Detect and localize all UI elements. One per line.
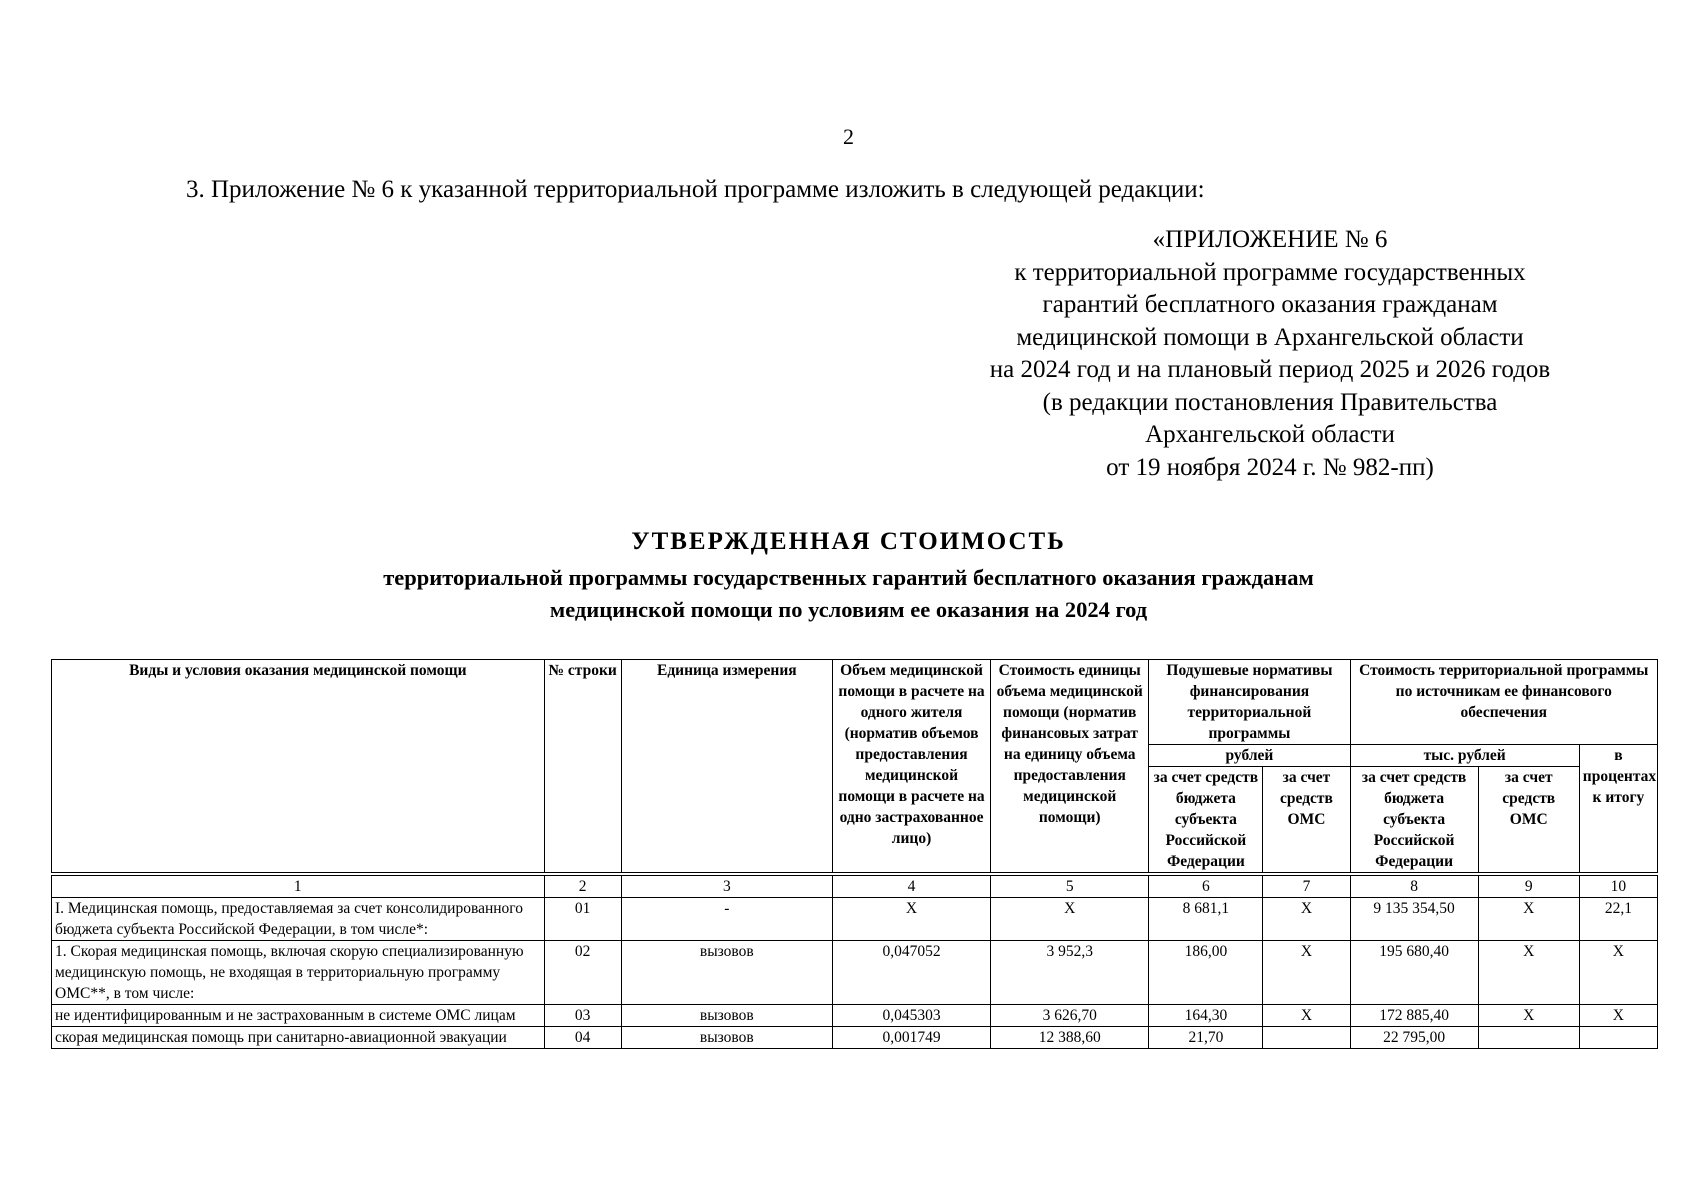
table-row: [52, 941, 1658, 1005]
header-types: Виды и условия оказания медицинской помощи: [52, 660, 545, 875]
appendix-line: (в редакции постановления Правительства: [1042, 388, 1498, 416]
cell-pc-budget: 186,00: [1149, 941, 1263, 1005]
column-number: 5: [991, 874, 1149, 898]
column-number: 10: [1579, 874, 1657, 898]
cell-row-number: 01: [544, 898, 621, 941]
cell-pr-budget: 9 135 354,50: [1350, 898, 1478, 941]
column-number: 7: [1263, 874, 1350, 898]
column-numbers-row: [52, 874, 1658, 898]
header-pr-budget: за счет средств бюджета субъекта Российской Федерации: [1350, 767, 1478, 875]
cell-type: I. Медицинская помощь, предоставляемая за счет консолидированного бюджета субъекта Российской Федерации, в том числе*:: [52, 898, 545, 941]
cell-pr-oms: X: [1478, 898, 1579, 941]
header-thousand-rubles: тыс. рублей: [1350, 745, 1579, 767]
table-row: [52, 1005, 1658, 1027]
cell-volume: 0,047052: [832, 941, 990, 1005]
appendix-line: гарантий бесплатного оказания гражданам: [1042, 291, 1498, 318]
cell-pc-budget: 8 681,1: [1149, 898, 1263, 941]
header-unit: Единица измерения: [621, 660, 832, 875]
appendix-line: Архангельской области: [1145, 421, 1395, 448]
cell-pc-budget: 164,30: [1149, 1005, 1263, 1027]
column-number: 8: [1350, 874, 1478, 898]
table-row: [52, 1027, 1658, 1049]
cell-type: скорая медицинская помощь при санитарно-авиационной эвакуации: [52, 1027, 545, 1049]
column-number: 9: [1478, 874, 1579, 898]
cost-table: [51, 659, 1658, 1049]
appendix-line: «ПРИЛОЖЕНИЕ № 6: [1152, 226, 1388, 253]
cell-pr-oms: X: [1478, 941, 1579, 1005]
cell-unit-cost: 3 626,70: [991, 1005, 1149, 1027]
cell-row-number: 04: [544, 1027, 621, 1049]
cell-percent: X: [1579, 1005, 1657, 1027]
cell-unit-cost: 3 952,3: [991, 941, 1149, 1005]
cell-pr-oms: [1478, 1027, 1579, 1049]
appendix-line: от 19 ноября 2024 г. № 982-пп): [1106, 453, 1434, 481]
document-subtitle: [0, 562, 1697, 626]
cell-unit: вызовов: [621, 1005, 832, 1027]
column-number: 4: [832, 874, 990, 898]
document-title: УТВЕРЖДЕННАЯ СТОИМОСТЬ: [631, 528, 1066, 555]
header-rubles: рублей: [1149, 745, 1350, 767]
cell-pc-oms: X: [1263, 898, 1350, 941]
header-pc-oms: за счет средств ОМС: [1263, 767, 1350, 875]
cell-pr-budget: 22 795,00: [1350, 1027, 1478, 1049]
cell-row-number: 03: [544, 1005, 621, 1027]
header-row-number: № строки: [544, 660, 621, 875]
header-per-capita: Подушевые нормативы финансирования территориальной программы: [1149, 660, 1350, 745]
cell-type: не идентифицированным и не застрахованным в системе ОМС лицам: [52, 1005, 545, 1027]
cell-unit: -: [621, 898, 832, 941]
header-percent: в процентах к итогу: [1579, 745, 1657, 875]
page-number: 2: [843, 124, 854, 149]
cell-row-number: 02: [544, 941, 621, 1005]
intro-paragraph: 3. Приложение № 6 к указанной территориальной программе изложить в следующей редакции:: [186, 176, 1205, 203]
column-number: 3: [621, 874, 832, 898]
table-row: [52, 898, 1658, 941]
cell-pr-budget: 172 885,40: [1350, 1005, 1478, 1027]
cell-volume: 0,045303: [832, 1005, 990, 1027]
column-number: 6: [1149, 874, 1263, 898]
cell-pc-oms: X: [1263, 941, 1350, 1005]
cell-percent: X: [1579, 941, 1657, 1005]
cell-unit: вызовов: [621, 941, 832, 1005]
appendix-header: [940, 224, 1600, 484]
cell-type: 1. Скорая медицинская помощь, включая скорую специализированную медицинскую помощь, не входящая в территориальную программу ОМС**, в том числе:: [52, 941, 545, 1005]
header-pc-budget: за счет средств бюджета субъекта Российской Федерации: [1149, 767, 1263, 875]
appendix-line: на 2024 год и на плановый период 2025 и 2026 годов: [989, 356, 1551, 383]
cell-pc-oms: X: [1263, 1005, 1350, 1027]
cell-volume: X: [832, 898, 990, 941]
header-pr-oms: за счет средств ОМС: [1478, 767, 1579, 875]
cell-unit: вызовов: [621, 1027, 832, 1049]
cell-pc-oms: [1263, 1027, 1350, 1049]
cell-percent: [1579, 1027, 1657, 1049]
cell-unit-cost: X: [991, 898, 1149, 941]
cell-pc-budget: 21,70: [1149, 1027, 1263, 1049]
cell-pr-oms: X: [1478, 1005, 1579, 1027]
appendix-line: к территориальной программе государственных: [1014, 258, 1526, 286]
cell-percent: 22,1: [1579, 898, 1657, 941]
column-number: 2: [544, 874, 621, 898]
appendix-line: медицинской помощи в Архангельской области: [1016, 323, 1524, 351]
cell-unit-cost: 12 388,60: [991, 1027, 1149, 1049]
cell-volume: 0,001749: [832, 1027, 990, 1049]
header-unit-cost: Стоимость единицы объема медицинской помощи (норматив финансовых затрат на единицу объема предоставления медицинской помощи): [991, 660, 1149, 875]
header-volume: Объем медицинской помощи в расчете на одного жителя (норматив объемов предоставления медицинской помощи в расчете на одно застрахованное лицо): [832, 660, 990, 875]
subtitle-line: территориальной программы государственных гарантий бесплатного оказания гражданам: [383, 565, 1314, 590]
column-number: 1: [52, 874, 545, 898]
subtitle-line: медицинской помощи по условиям ее оказания на 2024 год: [549, 597, 1148, 622]
header-program-cost: Стоимость территориальной программы по источникам ее финансового обеспечения: [1350, 660, 1657, 745]
cell-pr-budget: 195 680,40: [1350, 941, 1478, 1005]
